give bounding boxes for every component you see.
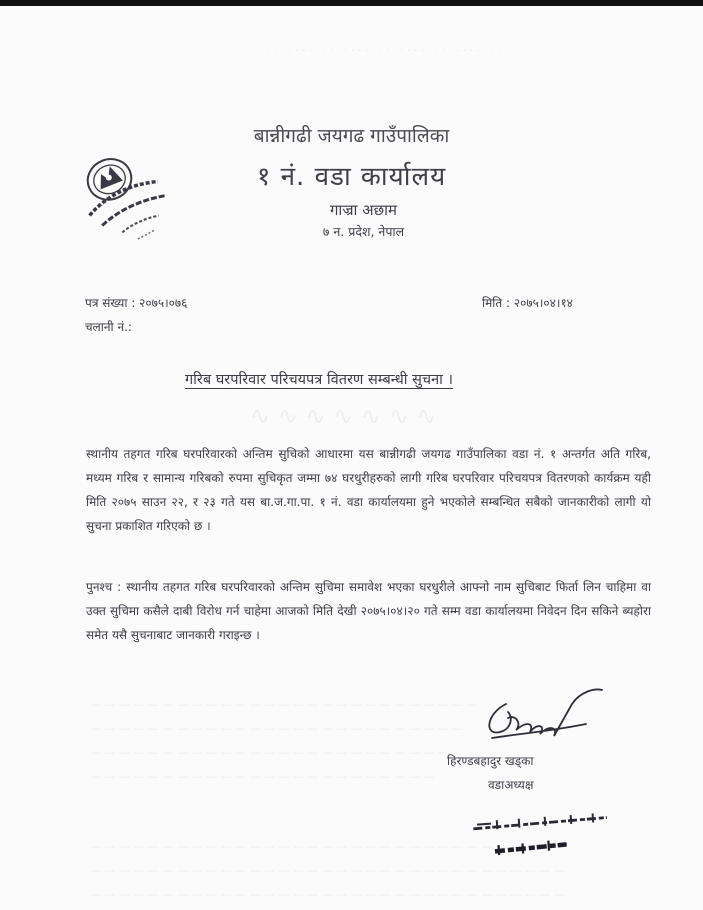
bleed-through-text: ∿ ∿ ∿ ∿ ∿ ∿ ∿	[250, 402, 437, 430]
province-country: ७ न. प्रदेश, नेपाल	[322, 224, 405, 239]
letter-date: मिति : २०७५।०४।१४	[482, 296, 573, 310]
dispatch-number: चलानी नं.:	[85, 320, 132, 334]
official-seal	[70, 143, 180, 255]
letter-number: पत्र संख्या : २०७५।०७६	[85, 296, 188, 310]
municipality-name: बान्नीगढी जयगढ गाउँपालिका	[253, 125, 450, 147]
notice-subject: गरिब घरपरिवार परिचयपत्र वितरण सम्बन्धी सुचना ।	[185, 372, 454, 388]
body-paragraph-1: स्थानीय तहगत गरिब घरपरिवारको अन्तिम सुचिको आधारमा यस बान्नीगढी जयगढ गाउँपालिका वडा नं. १ अन्तर्गत अति गरिब, मध्यम गरिब र सामान्य गरिबको रुपमा सुचिकृत जम्मा ७४ घरधुरीहरुको लागी गरिब घरपरिवार परिचयपत्र वितरणको कार्यक्रम यही मिति २०७५ साउन २२, र २३ गते यस बा.ज.गा.पा. १ नं. वडा कार्यालयमा हुने भएकोले सम्बन्धित सबैको जानकारीको लागी यो सुचना प्रकाशित गरिएको छ ।	[86, 447, 651, 533]
body-paragraph-2: पुनश्च : स्थानीय तहगत गरिब घरपरिवारको अन्तिम सुचिमा समावेश भएका घरधुरीले आफ्नो नाम सुचिबाट फिर्ता लिन चाहिमा वा उक्त सुचिमा कसैले दाबी विरोध गर्न चाहेमा आजको मिति देखी २०७५।०४।२० गते सम्म वडा कार्यालयमा निवेदन दिन सकिने ब्यहोरा समेत यसै सुचनाबाट जानकारी गराइन्छ ।	[86, 580, 651, 642]
ward-office-title: १ नं. वडा कार्यालय	[256, 162, 447, 192]
handwritten-signature	[476, 684, 606, 744]
signatory-title: वडाअध्यक्ष	[488, 778, 534, 792]
signatory-name: हिरण्डबहादुर खड्का	[447, 754, 534, 768]
office-location: गाज्रा अछाम	[329, 201, 398, 219]
name-stamp	[468, 808, 618, 864]
